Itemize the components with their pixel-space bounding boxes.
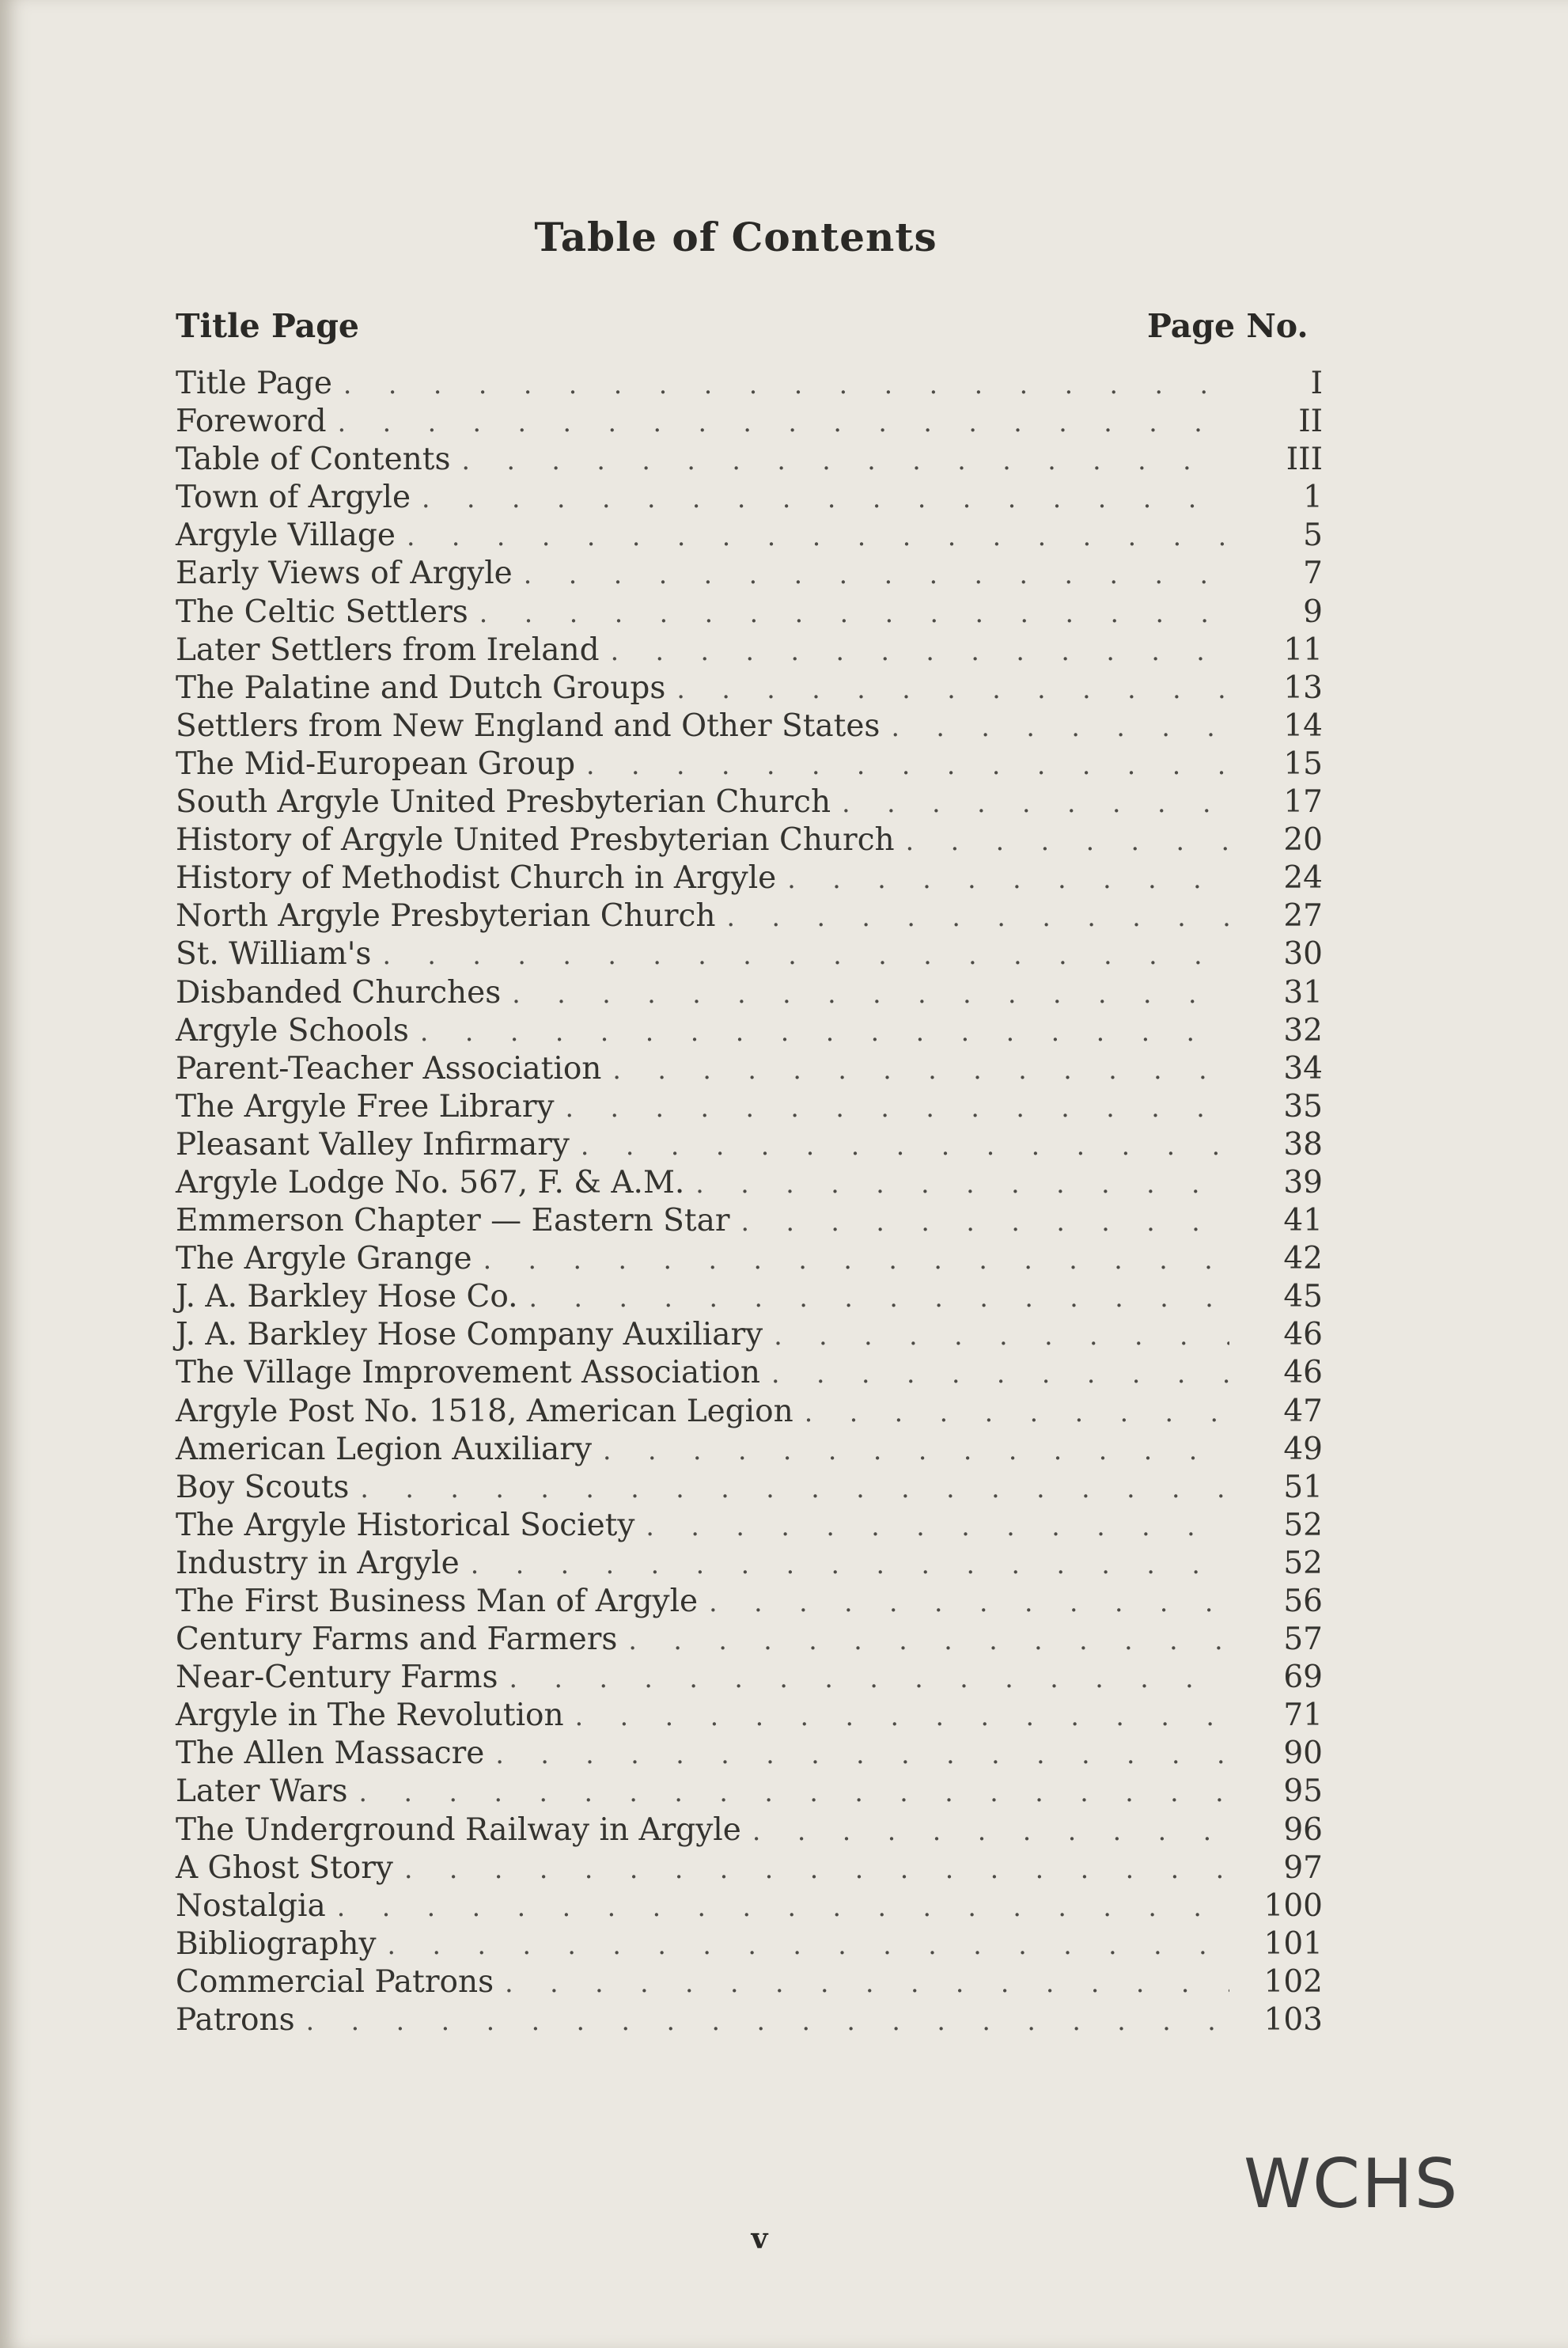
toc-entry [176, 1926, 1323, 1964]
dot-leader [695, 1168, 1229, 1199]
toc-entry-page-number: 11 [1283, 632, 1323, 668]
dot-leader [842, 787, 1229, 818]
toc-entry-label: Later Settlers from Ireland [176, 632, 600, 668]
toc-entry [176, 442, 1323, 480]
toc-entry-label: North Argyle Presbyterian Church [176, 898, 716, 935]
toc-entry-label: Title Page [176, 366, 332, 401]
toc-entry-page-number: 102 [1263, 1963, 1323, 2000]
toc-entry-page-number: 57 [1283, 1622, 1323, 1658]
toc-entry-label: History of Methodist Church in Argyle [176, 860, 777, 897]
toc-entry-page-number: 38 [1283, 1126, 1323, 1163]
dot-leader [422, 483, 1229, 514]
toc-entry [176, 1432, 1323, 1470]
toc-entry-page-number: 35 [1283, 1088, 1323, 1125]
dot-leader [805, 1397, 1229, 1428]
dot-leader [566, 1092, 1229, 1123]
dot-leader [628, 1625, 1229, 1656]
toc-entry-label: Early Views of Argyle [176, 556, 513, 592]
toc-entry [176, 1850, 1323, 1888]
toc-entry-page-number: 95 [1283, 1773, 1323, 1810]
toc-entry [176, 1697, 1323, 1735]
toc-entry-label: J. A. Barkley Hose Co. [176, 1279, 518, 1315]
dot-leader [906, 825, 1229, 856]
toc-entry [176, 1622, 1323, 1660]
toc-entry-page-number: 97 [1283, 1849, 1323, 1886]
dot-leader [774, 1320, 1229, 1351]
dot-leader [461, 445, 1229, 476]
toc-entry-label: Town of Argyle [176, 480, 411, 516]
toc-entry-label: A Ghost Story [176, 1849, 393, 1886]
toc-entry-label: Argyle in The Revolution [176, 1697, 564, 1734]
toc-entry [176, 1241, 1323, 1279]
dot-leader [726, 901, 1229, 932]
page-folio: v [751, 2222, 768, 2255]
dot-leader [382, 939, 1229, 970]
toc-entry-page-number: 34 [1283, 1050, 1323, 1087]
dot-leader [586, 749, 1229, 780]
toc-entry-label: The Underground Railway in Argyle [176, 1811, 741, 1848]
toc-entry [176, 1812, 1323, 1850]
toc-entry-label: Emmerson Chapter — Eastern Star [176, 1203, 730, 1239]
toc-entry-page-number: 49 [1283, 1431, 1323, 1467]
toc-entry-label: Parent-Teacher Association [176, 1050, 602, 1087]
toc-entry-page-number: 41 [1283, 1203, 1323, 1239]
toc-entry [176, 1279, 1323, 1317]
dot-leader [787, 863, 1229, 894]
dot-leader [388, 1929, 1230, 1960]
dot-leader [709, 1587, 1229, 1618]
page-title: Table of Contents [534, 214, 937, 260]
toc-entry-label: The Allen Massacre [176, 1735, 485, 1772]
toc-entry-page-number: 39 [1283, 1164, 1323, 1201]
toc-entry-page-number: 17 [1283, 784, 1323, 821]
watermark: WCHS [1244, 2145, 1460, 2224]
toc-entry [176, 708, 1323, 746]
dot-leader [676, 673, 1229, 704]
toc-entry [176, 670, 1323, 708]
toc-entry-page-number: 46 [1283, 1355, 1323, 1391]
dot-leader [343, 369, 1229, 400]
toc-entry-label: History of Argyle United Presbyterian Church [176, 822, 895, 859]
toc-entry-label: The Argyle Grange [176, 1241, 472, 1277]
toc-entry-label: Foreword [176, 404, 327, 440]
dot-leader [359, 1777, 1229, 1807]
dot-leader [360, 1473, 1229, 1504]
toc-entry-page-number: 20 [1283, 822, 1323, 859]
toc-entry-label: Commercial Patrons [176, 1963, 494, 2000]
toc-entry-page-number: 51 [1283, 1469, 1323, 1505]
toc-entry [176, 2002, 1323, 2040]
toc-entry-page-number: 52 [1283, 1545, 1323, 1581]
toc-entry [176, 1584, 1323, 1622]
toc-entry-page-number: 14 [1283, 707, 1323, 744]
toc-entry [176, 1470, 1323, 1508]
toc-entry-page-number: 101 [1263, 1925, 1323, 1962]
toc-entry [176, 1735, 1323, 1773]
dot-leader [420, 1016, 1229, 1047]
toc-entry [176, 746, 1323, 784]
toc-entry-label: Later Wars [176, 1773, 348, 1810]
dot-leader [575, 1701, 1229, 1732]
dot-leader [306, 2005, 1229, 2036]
toc-entry-page-number: I [1310, 366, 1323, 401]
toc-entry [176, 632, 1323, 670]
toc-entry-page-number: 31 [1283, 974, 1323, 1011]
toc-entry [176, 1089, 1323, 1127]
toc-entry [176, 1355, 1323, 1393]
toc-entry-page-number: 42 [1283, 1241, 1323, 1277]
toc-entry [176, 1051, 1323, 1089]
toc-entry-page-number: 52 [1283, 1507, 1323, 1543]
toc-entry-label: Argyle Schools [176, 1012, 409, 1049]
dot-leader [407, 521, 1229, 552]
toc-entry [176, 1964, 1323, 2002]
toc-entry [176, 975, 1323, 1013]
toc-entry [176, 1127, 1323, 1165]
toc-entry-label: The Celtic Settlers [176, 594, 468, 630]
toc-entry-label: The First Business Man of Argyle [176, 1584, 699, 1619]
dot-leader [603, 1435, 1229, 1466]
toc-entry-page-number: 27 [1283, 898, 1323, 935]
toc-entry-page-number: 15 [1283, 745, 1323, 782]
toc-entry-label: The Palatine and Dutch Groups [176, 670, 666, 706]
column-header-page-number: Page No. [1147, 307, 1309, 345]
toc-entry-label: The Mid-European Group [176, 745, 576, 782]
toc-entry [176, 1508, 1323, 1546]
toc-entry-page-number: 103 [1263, 2002, 1323, 2039]
toc-entry-page-number: 5 [1303, 518, 1323, 554]
toc-entry-label: Argyle Lodge No. 567, F. & A.M. [176, 1164, 685, 1201]
toc-entry-page-number: III [1286, 442, 1323, 478]
toc-entry [176, 1013, 1323, 1051]
toc-entry-label: J. A. Barkley Hose Company Auxiliary [176, 1317, 763, 1353]
dot-leader [891, 711, 1229, 742]
toc-entry [176, 1203, 1323, 1241]
toc-entry-label: The Village Improvement Association [176, 1355, 761, 1391]
toc-entry [176, 1773, 1323, 1811]
dot-leader [338, 407, 1229, 438]
toc-entry-label: Table of Contents [176, 442, 451, 478]
toc-entry-page-number: 71 [1283, 1697, 1323, 1734]
dot-leader [505, 1967, 1229, 1998]
toc-entry-page-number: 7 [1303, 556, 1323, 592]
toc-entry [176, 594, 1323, 632]
dot-leader [512, 978, 1229, 1009]
dot-leader [771, 1358, 1229, 1389]
toc-entry-page-number: 24 [1283, 860, 1323, 897]
toc-entry-page-number: 32 [1283, 1012, 1323, 1049]
toc-entry-label: Century Farms and Farmers [176, 1622, 618, 1658]
toc-entry-page-number: 45 [1283, 1279, 1323, 1315]
toc-entry-page-number: 90 [1283, 1735, 1323, 1772]
toc-entry [176, 1165, 1323, 1203]
toc-entry-label: Near-Century Farms [176, 1660, 498, 1696]
toc-entry-page-number: 13 [1283, 670, 1323, 706]
dot-leader [337, 1891, 1229, 1922]
toc-entry [176, 898, 1323, 936]
toc-entry [176, 1546, 1323, 1584]
dot-leader [471, 1549, 1229, 1580]
toc-entry-label: Bibliography [176, 1925, 377, 1962]
toc-entry [176, 556, 1323, 594]
toc-entry [176, 518, 1323, 556]
dot-leader [740, 1206, 1229, 1237]
toc-entry [176, 366, 1323, 404]
column-header-title: Title Page [176, 307, 360, 345]
toc-entry [176, 784, 1323, 822]
toc-entry-page-number: 56 [1283, 1584, 1323, 1619]
toc-entry [176, 822, 1323, 860]
toc-entry [176, 480, 1323, 518]
dot-leader [646, 1511, 1229, 1542]
dot-leader [611, 635, 1229, 666]
toc-entry [176, 1394, 1323, 1432]
toc-entry [176, 404, 1323, 442]
toc-entry [176, 1317, 1323, 1355]
toc-entry-label: Argyle Village [176, 518, 396, 554]
toc-entry-page-number: 30 [1283, 936, 1323, 973]
dot-leader [483, 1244, 1229, 1275]
toc-entry-label: Argyle Post No. 1518, American Legion [176, 1393, 793, 1429]
toc-entry-label: American Legion Auxiliary [176, 1431, 592, 1467]
toc-entry [176, 1660, 1323, 1697]
toc-entry [176, 936, 1323, 974]
dot-leader [509, 1663, 1229, 1694]
toc-entry-page-number: 69 [1283, 1660, 1323, 1696]
dot-leader [612, 1054, 1229, 1085]
toc-entry-page-number: 100 [1263, 1887, 1323, 1924]
toc-entry-label: Boy Scouts [176, 1469, 350, 1505]
toc-list [176, 366, 1323, 2040]
toc-entry-page-number: II [1298, 404, 1323, 440]
toc-entry-label: Industry in Argyle [176, 1545, 460, 1581]
toc-entry-label: Nostalgia [176, 1887, 326, 1924]
toc-entry [176, 860, 1323, 898]
toc-entry-page-number: 96 [1283, 1811, 1323, 1848]
toc-entry-page-number: 47 [1283, 1393, 1323, 1429]
dot-leader [581, 1130, 1229, 1161]
toc-entry-label: St. William's [176, 936, 372, 973]
dot-leader [529, 1282, 1229, 1313]
toc-entry [176, 1888, 1323, 1926]
toc-entry-label: The Argyle Historical Society [176, 1507, 635, 1543]
toc-entry-label: Pleasant Valley Infirmary [176, 1126, 570, 1163]
toc-entry-label: The Argyle Free Library [176, 1088, 555, 1125]
dot-leader [479, 597, 1229, 628]
toc-entry-page-number: 46 [1283, 1317, 1323, 1353]
toc-entry-label: Disbanded Churches [176, 974, 502, 1011]
toc-entry-label: South Argyle United Presbyterian Church [176, 784, 831, 821]
toc-entry-page-number: 1 [1303, 480, 1323, 516]
toc-entry-page-number: 9 [1303, 594, 1323, 630]
toc-entry-label: Patrons [176, 2002, 295, 2039]
dot-leader [752, 1815, 1229, 1846]
toc-entry-label: Settlers from New England and Other States [176, 707, 881, 744]
dot-leader [404, 1853, 1229, 1884]
dot-leader [495, 1739, 1229, 1770]
dot-leader [524, 559, 1229, 590]
